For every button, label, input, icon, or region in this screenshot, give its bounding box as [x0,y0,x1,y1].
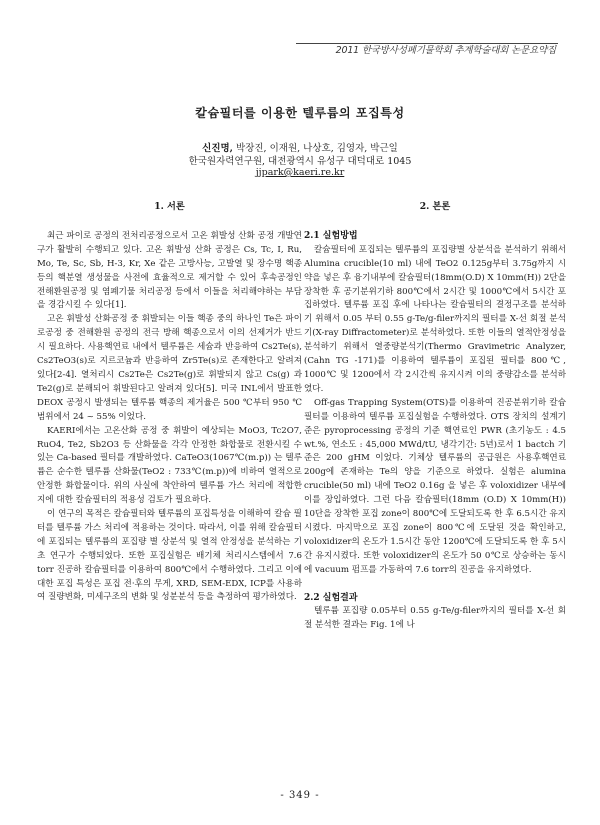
author-list [0,140,600,154]
methods-paragraph: 칼슘필터에 포집되는 텔루륨의 포집량별 상분석을 분석하기 위해서 Alumina crucible(10 ml) 내에 TeO2 0.125g부터 3.75g까지 시약을 넣은 후 융기내부에 칼슘필터(18mm(O.D) X 10mm(H)) 2단을 장착한 후 공기분위기하 800℃에서 2시간 및 1000℃에서 5시간 포집하였다. 텔루륨 포집 후에 나타나는 칼슘필터의 결정구조를 분석하기 위해서 0.05 부터 0.55 g-Te/g-filer까지의 필터를 X-선 회절 분석기(X-ray Diffractometer)로 분석하였다. 또한 이들의 열적안정성을 분석하기 위해서 열중량분석기(Thermo Gravimetric Analyzer, (Cahn TG -171)를 이용하여 텔루륨이 포집된 필터를 800℃, 1000℃ 및 1200에서 각 2시간씩 유지시켜 이의 중량감소를 분석하였다. [304,244,566,394]
subsection-heading-methods: 2.1 실험방법 [304,230,358,241]
running-header: 2011 한국방사성폐기물학회 추계학술대회 논문요약집 [335,45,556,56]
paper-title: 칼슘필터를 이용한 텔루륨의 포집특성 [195,106,405,120]
intro-paragraph: 이 연구의 목적은 칼슘필터와 텔루륨의 포집특성을 이해하여 칼슘 필터를 텔루륨 가스 처리에 적용하는 것이다. 따라서, 이를 위해 칼슘필터에 포집되는 텔루륨의 포집량 별 상분석 및 열적 안정성을 분석하는 기초 연구가 수행되었다. 또한 포집실험은 배기체 처리시스템에서 7.6 torr 진공하 칼슘필터를 이용하여 800℃에서 수행하였다. 그리고 이에 대한 포집 특성은 포집 전·후의 무게, XRD, SEM-EDX, ICP를 사용하여 질량변화, 미세구조의 변화 및 성분분석 등을 측정하여 평가하였다. [37,509,302,603]
section-heading-main: 2. 본론 [419,201,451,212]
results-paragraph: 텔루륨 포집량 0.05부터 0.55 g-Te/g-filer까지의 필터를 X-선 회절 분석한 결과는 Fig. 1에 나 [304,606,566,631]
right-column [304,200,566,633]
co-authors: 박장진, 이재원, 나상호, 김영자, 박근일 [233,143,398,154]
page-number: - 349 - [280,790,320,801]
subsection-heading-results: 2.2 실험결과 [304,592,358,603]
lead-author: 신진명, [202,143,233,154]
left-column [37,200,302,605]
affiliation: 한국원자력연구원, 대전광역시 유성구 대덕대로 1045 [188,156,412,167]
author-email[interactable]: jjpark@kaeri.re.kr [255,167,345,178]
methods-paragraph: Off-gas Trapping System(OTS)를 이용하여 진공분위기하 칼슘필터를 이용하여 텔루륨 포집실험을 수행하였다. OTS 장치의 설계기준은 pyroprocessing 공정의 기준 핵연료인 PWR (초기농도 : 4.5 wt.%, 연소도 : 45,000 MWd/tU, 냉각기간: 5년)로서 1 bactch 기준은 200 gHM 이었다. 기체상 텔루륨의 공급원은 사용후핵연료 200g에 존재하는 Te의 양을 기준으로 하였다. 실험은 alumina crucible(50 ml) 내에 TeO2 0.16g 을 넣은 후 voloxidizer 내부에 이를 장입하였다. 그런 다음 칼슘필터(18mm (O.D) X 10mm(H)) 10단을 장착한 포집 zone이 800℃에 도달되도록 한 후 6.5시간 유지시켰다. 마지막으로 포집 zone이 800℃에 도달된 것을 확인하고, voloxidizer의 온도가 1.5시간 동안 1200℃에 도달되도록 한 후 5시간 유지시켰다. 또한 voloxidizer의 온도가 50 0℃로 상승하는 동시에 vacuum 펌프를 가동하여 7.6 torr의 진공을 유지하였다. [304,397,566,575]
intro-paragraph: 최근 파이로 공정의 전처리공정으로서 고온 휘발성 산화 공정 개발연구가 활발히 수행되고 있다. 고온 휘발성 산화 공정은 Cs, Tc, I, Ru, Mo, Te, Sc, Sb, H-3, Kr, Xe 같은 고방사능, 고발열 및 장수명 핵종 등의 핵분열 생성물을 사전에 효율적으로 제거할 수 있어 후속공정인 전해환원공정 및 염폐기물 처리공정 등에서 이들을 처리해야하는 부담을 경감시킬 수 있다[1]. [37,230,302,311]
intro-paragraph: KAERI에서는 고온산화 공정 중 휘발이 예상되는 MoO3, Tc2O7, RuO4, Te2, Sb2O3 등 산화물을 각각 안정한 화합물로 전환시킬 수 있는 Ca-based 필터를 개발하였다. CaTeO3(1067℃(m.p)) 는 텔루륨은 순수한 텔루륨 산화물(TeO2 : 733℃(m.p))에 비하여 열적으로 안정한 화합물이다. 위의 사실에 착안하여 텔루륨 가스 처리에 적합한 지에 대한 칼슘필터의 적용성 검토가 필요하다. [37,425,302,506]
section-heading-introduction: 1. 서론 [154,201,185,212]
intro-paragraph: 고온 휘발성 산화공정 중 휘발되는 이들 핵종 중의 하나인 Te은 파이로공정 중 전해환원 공정의 전극 방해 핵종으로서 이의 선제거가 반드시 필요하다. 사용핵연료 내에서 텔루륨은 세슘과 반응하여 Cs2Te(s), Cs2TeO3(s)로 지르코늄과 반응하여 Zr5Te(s)로 존재한다고 알려져 있다[2-4]. 열처리시 Cs2Te은 Cs2Te(g)로 휘발되지 않고 Cs(g) 과 Te2(g)로 분해되어 휘발된다고 알려져 있다[5]. 미국 INL에서 발표한 DEOX 공정시 발생되는 텔루륨 핵종의 제거율은 500 ℃부터 950 ℃ 범위에서 24 ~ 55% 이었다. [37,314,302,422]
